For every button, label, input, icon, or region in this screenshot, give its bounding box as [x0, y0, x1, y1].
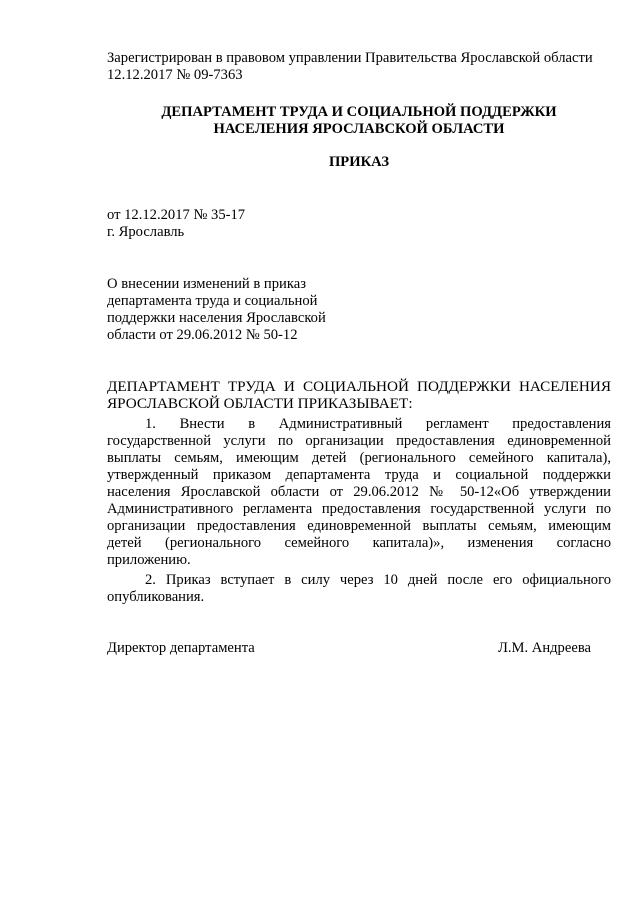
item1-line-1: 1. Внести в Административный регламент предоставления — [145, 416, 611, 432]
order-city: г. Ярославль — [107, 224, 185, 240]
subject-line-3: поддержки населения Ярославской — [107, 310, 326, 326]
item1-line-7: организации предоставления единовременной выплаты семьям, имеющим — [107, 518, 611, 534]
order-subject — [107, 276, 367, 344]
order-item-2 — [107, 572, 611, 606]
item1-line-5: населения Ярославской области от 29.06.2012 № 50-12«Об утверждении — [107, 484, 611, 500]
preamble-line-2: ЯРОСЛАВСКОЙ ОБЛАСТИ ПРИКАЗЫВАЕТ: — [107, 395, 413, 412]
signature-name: Л.М. Андреева — [497, 640, 591, 656]
order-meta — [107, 207, 611, 241]
item1-line-3: выплаты семьям, имеющим детей (регионального семейного капитала), — [107, 450, 611, 466]
item1-line-9: приложению. — [107, 552, 191, 568]
item1-line-6: Административного регламента предоставления государственной услуги по — [107, 501, 611, 517]
order-date-number: от 12.12.2017 № 35-17 — [107, 207, 246, 223]
preamble-line-1: ДЕПАРТАМЕНТ ТРУДА И СОЦИАЛЬНОЙ ПОДДЕРЖКИ НАСЕЛЕНИЯ — [107, 378, 611, 395]
registration-note — [107, 50, 611, 84]
item1-line-8: детей (регионального семейного капитала)», изменения согласно — [107, 535, 611, 551]
department-heading — [107, 104, 611, 138]
item2-line-2: опубликования. — [107, 589, 205, 605]
signature-block — [107, 640, 591, 657]
department-line-2: НАСЕЛЕНИЯ ЯРОСЛАВСКОЙ ОБЛАСТИ — [213, 121, 505, 137]
order-title: ПРИКАЗ — [328, 154, 390, 170]
subject-line-1: О внесении изменений в приказ — [107, 276, 306, 292]
item1-line-2: государственной услуги по организации предоставления единовременной — [107, 433, 611, 449]
order-item-1 — [107, 416, 611, 569]
subject-line-2: департамента труда и социальной — [107, 293, 318, 309]
registration-line-2: 12.12.2017 № 09-7363 — [107, 67, 243, 83]
registration-line-1: Зарегистрирован в правовом управлении Правительства Ярославской области — [107, 50, 593, 66]
subject-line-4: области от 29.06.2012 № 50-12 — [107, 327, 298, 343]
department-line-1: ДЕПАРТАМЕНТ ТРУДА И СОЦИАЛЬНОЙ ПОДДЕРЖКИ — [161, 104, 557, 120]
signature-position: Директор департамента — [107, 640, 255, 656]
item1-line-4: утвержденный приказом департамента труда и социальной поддержки — [107, 467, 611, 483]
item2-line-1: 2. Приказ вступает в силу через 10 дней после его официального — [145, 572, 611, 588]
